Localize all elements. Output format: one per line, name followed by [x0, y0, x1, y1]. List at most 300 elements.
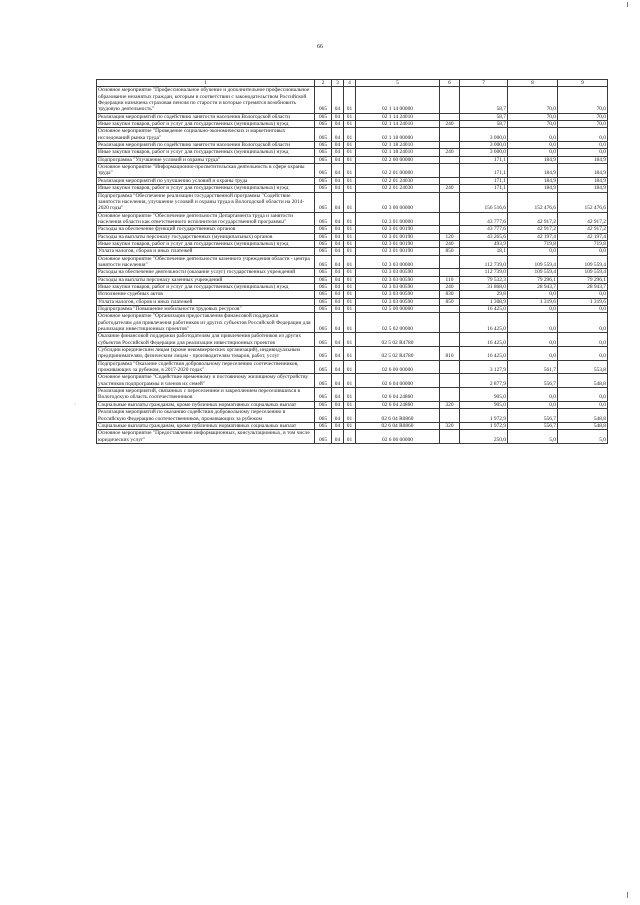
expense-name-cell: Реализация мероприятий по содействию занятости населения Вологодской области	[97, 142, 315, 149]
expense-type-cell: 810	[440, 347, 460, 361]
expense-name-cell: Расходы на выплаты персоналу казенных учреждений	[97, 276, 315, 283]
subsection-code-cell: 01	[344, 360, 356, 374]
ministry-code-cell: 065	[315, 430, 332, 444]
target-article-cell: 02 3 01 00190	[356, 248, 440, 255]
amount-cell: 556,7	[508, 422, 558, 429]
expense-type-cell: 240	[440, 149, 460, 156]
amount-cell: 70,0	[508, 87, 558, 113]
subsection-code-cell: 01	[344, 276, 356, 283]
ministry-code-cell: 065	[315, 255, 332, 269]
expense-name-cell: Основное мероприятие "Проведение социально-экономических и маркетинговых исследований рынка труда"	[97, 128, 315, 142]
expense-name-cell: Подпрограмма "Улучшение условий и охраны труда"	[97, 156, 315, 163]
scan-edge-mark	[627, 2, 628, 7]
amount-cell: 58,7	[460, 121, 508, 128]
column-header-7: 7	[460, 80, 508, 87]
amount-cell: 0,0	[508, 128, 558, 142]
ministry-code-cell: 065	[315, 226, 332, 233]
expense-name-cell: Иные закупки товаров, работ и услуг для государственных (муниципальных) нужд	[97, 149, 315, 156]
target-article-cell: 02 6 04 00000	[356, 374, 440, 388]
amount-cell: 719,8	[508, 240, 558, 247]
target-article-cell: 02 3 03 00590	[356, 283, 440, 290]
expense-type-cell	[440, 313, 460, 333]
target-article-cell: 02 3 01 00000	[356, 212, 440, 226]
table-row	[97, 283, 608, 290]
target-article-cell: 02 6 04 R0860	[356, 422, 440, 429]
ministry-code-cell: 065	[315, 276, 332, 283]
amount-cell: 70,0	[508, 113, 558, 120]
table-row	[97, 333, 608, 347]
amount-cell: 1 319,6	[558, 298, 608, 305]
section-code-cell: 04	[332, 121, 344, 128]
expense-type-cell: 240	[440, 240, 460, 247]
amount-cell: 0,0	[508, 142, 558, 149]
expense-type-cell: 850	[440, 298, 460, 305]
subsection-code-cell: 01	[344, 177, 356, 184]
table-row	[97, 149, 608, 156]
target-article-cell: 02 1 14 24010	[356, 121, 440, 128]
subsection-code-cell: 01	[344, 298, 356, 305]
amount-cell: 561,7	[508, 360, 558, 374]
expense-type-cell	[440, 113, 460, 120]
column-header-4: 4	[344, 80, 356, 87]
target-article-cell: 02 1 14 00000	[356, 87, 440, 113]
expense-type-cell: 240	[440, 283, 460, 290]
subsection-code-cell: 01	[344, 333, 356, 347]
column-header-2: 2	[315, 80, 332, 87]
expense-name-cell: Реализация мероприятий по содействию занятости населения Вологодской области	[97, 113, 315, 120]
amount-cell: 905,0	[460, 401, 508, 408]
ministry-code-cell: 065	[315, 269, 332, 276]
amount-cell: 0,0	[508, 313, 558, 333]
subsection-code-cell: 01	[344, 401, 356, 408]
table-row	[97, 255, 608, 269]
subsection-code-cell: 01	[344, 128, 356, 142]
table-row	[97, 121, 608, 128]
amount-cell: 79 532,3	[460, 276, 508, 283]
amount-cell: 556,7	[508, 409, 558, 423]
budget-table	[96, 79, 608, 444]
expense-type-cell: 320	[440, 422, 460, 429]
amount-cell: 156 516,6	[460, 192, 508, 212]
target-article-cell: 02 3 01 00190	[356, 226, 440, 233]
amount-cell: 905,0	[460, 388, 508, 402]
ministry-code-cell: 065	[315, 121, 332, 128]
table-row	[97, 347, 608, 361]
amount-cell: 152 476,6	[558, 192, 608, 212]
table-row	[97, 276, 608, 283]
table-row	[97, 212, 608, 226]
section-code-cell: 04	[332, 422, 344, 429]
expense-name-cell: Реализация мероприятий, связанных с переселением и закреплением переселившихся в Вологодскую область соотечественников	[97, 388, 315, 402]
amount-cell: 18,1	[460, 248, 508, 255]
section-code-cell: 04	[332, 306, 344, 313]
amount-cell: 184,9	[508, 164, 558, 178]
amount-cell: 16 425,0	[460, 313, 508, 333]
amount-cell: 109 559,4	[508, 255, 558, 269]
section-code-cell: 04	[332, 360, 344, 374]
ministry-code-cell: 065	[315, 142, 332, 149]
subsection-code-cell: 01	[344, 430, 356, 444]
expense-type-cell	[440, 333, 460, 347]
ministry-code-cell: 065	[315, 291, 332, 298]
ministry-code-cell: 065	[315, 185, 332, 192]
ministry-code-cell: 065	[315, 87, 332, 113]
amount-cell: 0,0	[558, 142, 608, 149]
amount-cell: 16 425,0	[460, 347, 508, 361]
subsection-code-cell: 01	[344, 255, 356, 269]
amount-cell: 0,0	[508, 291, 558, 298]
amount-cell: 1 319,6	[508, 298, 558, 305]
ministry-code-cell: 065	[315, 149, 332, 156]
subsection-code-cell: 01	[344, 212, 356, 226]
target-article-cell: 02 2 01 24030	[356, 177, 440, 184]
expense-name-cell: Оказание финансовой поддержки работодателям для привлечения работников из других субъектов Российской Федерации для реализации инвестиционных проектов	[97, 333, 315, 347]
table-row	[97, 430, 608, 444]
subsection-code-cell: 01	[344, 347, 356, 361]
table-row	[97, 142, 608, 149]
section-code-cell: 04	[332, 212, 344, 226]
target-article-cell: 02 3 03 00590	[356, 291, 440, 298]
expense-name-cell: Социальные выплаты гражданам, кроме публичных нормативных социальных выплат	[97, 422, 315, 429]
amount-cell: 70,0	[558, 113, 608, 120]
target-article-cell: 02 3 03 00000	[356, 255, 440, 269]
amount-cell: 171,1	[460, 156, 508, 163]
amount-cell: 43 777,6	[460, 212, 508, 226]
section-code-cell: 04	[332, 113, 344, 120]
section-code-cell: 04	[332, 177, 344, 184]
table-row	[97, 156, 608, 163]
section-code-cell: 04	[332, 87, 344, 113]
target-article-cell: 02 3 03 00590	[356, 298, 440, 305]
column-header-3: 3	[332, 80, 344, 87]
amount-cell: 79 296,1	[508, 276, 558, 283]
ministry-code-cell: 065	[315, 313, 332, 333]
amount-cell: 109 559,4	[558, 255, 608, 269]
amount-cell: 70,0	[558, 87, 608, 113]
amount-cell: 70,0	[558, 121, 608, 128]
expense-name-cell: Уплата налогов, сборов и иных платежей	[97, 248, 315, 255]
amount-cell: 1 972,9	[460, 422, 508, 429]
section-code-cell: 04	[332, 248, 344, 255]
section-code-cell: 04	[332, 276, 344, 283]
amount-cell: 548,8	[558, 374, 608, 388]
amount-cell: 0,0	[558, 291, 608, 298]
ministry-code-cell: 065	[315, 248, 332, 255]
ministry-code-cell: 065	[315, 283, 332, 290]
ministry-code-cell: 065	[315, 298, 332, 305]
subsection-code-cell: 01	[344, 142, 356, 149]
amount-cell: 0,0	[508, 306, 558, 313]
expense-type-cell: 850	[440, 248, 460, 255]
expense-type-cell: 110	[440, 276, 460, 283]
amount-cell: 43 265,6	[460, 233, 508, 240]
expense-type-cell	[440, 192, 460, 212]
table-row	[97, 233, 608, 240]
table-row	[97, 269, 608, 276]
expense-type-cell: 240	[440, 121, 460, 128]
target-article-cell: 02 2 00 00000	[356, 156, 440, 163]
amount-cell: 0,0	[508, 347, 558, 361]
expense-name-cell: Исполнение судебных актов	[97, 291, 315, 298]
amount-cell: 2 877,9	[460, 374, 508, 388]
amount-cell: 109 559,4	[558, 269, 608, 276]
amount-cell: 28 943,7	[508, 283, 558, 290]
subsection-code-cell: 01	[344, 269, 356, 276]
expense-type-cell	[440, 177, 460, 184]
expense-name-cell: Основное мероприятие "Информационно-просветительская деятельность в сфере охраны труда"	[97, 164, 315, 178]
amount-cell: 109 559,4	[508, 269, 558, 276]
expense-type-cell	[440, 156, 460, 163]
section-code-cell: 04	[332, 291, 344, 298]
amount-cell: 152 476,6	[508, 192, 558, 212]
amount-cell: 3 000,0	[460, 149, 508, 156]
expense-type-cell	[440, 164, 460, 178]
ministry-code-cell: 065	[315, 347, 332, 361]
subsection-code-cell: 01	[344, 313, 356, 333]
target-article-cell: 02 5 02 00000	[356, 313, 440, 333]
table-row	[97, 409, 608, 423]
amount-cell: 112 739,0	[460, 269, 508, 276]
column-header-6: 6	[440, 80, 460, 87]
amount-cell: 184,9	[558, 177, 608, 184]
section-code-cell: 04	[332, 409, 344, 423]
expense-name-cell: Социальные выплаты гражданам, кроме публичных нормативных социальных выплат	[97, 401, 315, 408]
amount-cell: 556,7	[508, 374, 558, 388]
amount-cell: 0,0	[508, 149, 558, 156]
amount-cell: 184,9	[508, 185, 558, 192]
ministry-code-cell: 065	[315, 422, 332, 429]
amount-cell: 184,9	[558, 164, 608, 178]
amount-cell: 493,9	[460, 240, 508, 247]
section-code-cell: 04	[332, 401, 344, 408]
expense-type-cell	[440, 212, 460, 226]
target-article-cell: 02 1 18 24010	[356, 149, 440, 156]
subsection-code-cell: 01	[344, 185, 356, 192]
expense-type-cell	[440, 409, 460, 423]
ministry-code-cell: 065	[315, 156, 332, 163]
column-header-5: 5	[356, 80, 440, 87]
target-article-cell: 02 6 00 00000	[356, 360, 440, 374]
expense-type-cell	[440, 306, 460, 313]
amount-cell: 42 917,2	[558, 212, 608, 226]
subsection-code-cell: 01	[344, 240, 356, 247]
table-row	[97, 177, 608, 184]
table-row	[97, 185, 608, 192]
expense-name-cell: Иные закупки товаров, работ и услуг для государственных (муниципальных) нужд	[97, 185, 315, 192]
target-article-cell: 02 3 03 00590	[356, 276, 440, 283]
ministry-code-cell: 065	[315, 113, 332, 120]
expense-type-cell: 320	[440, 401, 460, 408]
amount-cell: 719,8	[558, 240, 608, 247]
subsection-code-cell: 01	[344, 226, 356, 233]
target-article-cell: 02 3 03 00590	[356, 269, 440, 276]
expense-name-cell: Реализация мероприятий по улучшению условий и охраны труда	[97, 177, 315, 184]
amount-cell: 184,9	[558, 185, 608, 192]
section-code-cell: 04	[332, 185, 344, 192]
subsection-code-cell: 01	[344, 409, 356, 423]
section-code-cell: 04	[332, 298, 344, 305]
subsection-code-cell: 01	[344, 248, 356, 255]
subsection-code-cell: 01	[344, 156, 356, 163]
expense-name-cell: Основное мероприятие "Организация предоставления финансовой поддержки работодателям для привлечения работников из других субъектов Российской Федерации для реализации инвестиционных проектов"	[97, 313, 315, 333]
expense-name-cell: Основное мероприятие "Обеспечение деятельности Департамента труда и занятости населения области как ответственного исполнителя государственной программы"	[97, 212, 315, 226]
section-code-cell: 04	[332, 333, 344, 347]
expense-type-cell	[440, 226, 460, 233]
expense-type-cell: 830	[440, 291, 460, 298]
amount-cell: 42 917,2	[508, 226, 558, 233]
ministry-code-cell: 065	[315, 192, 332, 212]
amount-cell: 0,0	[508, 401, 558, 408]
section-code-cell: 04	[332, 374, 344, 388]
amount-cell: 31 868,0	[460, 283, 508, 290]
amount-cell: 0,0	[558, 388, 608, 402]
target-article-cell: 02 1 18 24010	[356, 142, 440, 149]
amount-cell: 0,0	[508, 333, 558, 347]
expense-type-cell	[440, 87, 460, 113]
ministry-code-cell: 065	[315, 212, 332, 226]
ministry-code-cell: 065	[315, 240, 332, 247]
expense-name-cell: Расходы на обеспечение деятельности (оказание услуг) государственных учреждений	[97, 269, 315, 276]
target-article-cell: 02 6 04 R0860	[356, 409, 440, 423]
expense-name-cell: Иные закупки товаров, работ и услуг для государственных (муниципальных) нужд	[97, 121, 315, 128]
section-code-cell: 04	[332, 255, 344, 269]
target-article-cell: 02 3 01 00190	[356, 240, 440, 247]
amount-cell: 43 777,6	[460, 226, 508, 233]
expense-name-cell: Реализация мероприятий по оказанию содействия добровольному переселению в Российскую Федерацию соотечественников, проживающих за рубежом	[97, 409, 315, 423]
amount-cell: 42 197,4	[558, 233, 608, 240]
expense-type-cell	[440, 360, 460, 374]
amount-cell: 16 425,0	[460, 333, 508, 347]
amount-cell: 0,0	[508, 248, 558, 255]
ministry-code-cell: 065	[315, 388, 332, 402]
table-row	[97, 240, 608, 247]
expense-type-cell	[440, 388, 460, 402]
section-code-cell: 04	[332, 149, 344, 156]
section-code-cell: 04	[332, 313, 344, 333]
amount-cell: 553,8	[558, 360, 608, 374]
amount-cell: 3 000,0	[460, 128, 508, 142]
target-article-cell: 02 6 04 24860	[356, 401, 440, 408]
ministry-code-cell: 065	[315, 333, 332, 347]
subsection-code-cell: 01	[344, 233, 356, 240]
amount-cell: 42 917,2	[508, 212, 558, 226]
expense-name-cell: Основное мероприятие "Содействие временному и постоянному жилищному обустройству участников подпрограммы и членов их семей"	[97, 374, 315, 388]
amount-cell: 184,9	[508, 156, 558, 163]
table-row	[97, 128, 608, 142]
ministry-code-cell: 065	[315, 409, 332, 423]
table-row	[97, 374, 608, 388]
amount-cell: 79 296,1	[558, 276, 608, 283]
amount-cell: 29,8	[460, 291, 508, 298]
table-row	[97, 306, 608, 313]
target-article-cell: 02 6 06 00000	[356, 430, 440, 444]
expense-type-cell	[440, 374, 460, 388]
table-row	[97, 164, 608, 178]
expense-name-cell: Уплата налогов, сборов и иных платежей	[97, 298, 315, 305]
expense-name-cell: Иные закупки товаров, работ и услуг для государственных (муниципальных) нужд	[97, 283, 315, 290]
section-code-cell: 04	[332, 142, 344, 149]
amount-cell: 58,7	[460, 113, 508, 120]
amount-cell: 0,0	[558, 306, 608, 313]
amount-cell: 171,1	[460, 185, 508, 192]
expense-name-cell: Подпрограмма "Повышение мобильности трудовых ресурсов"	[97, 306, 315, 313]
expense-type-cell	[440, 128, 460, 142]
amount-cell: 548,8	[558, 422, 608, 429]
target-article-cell: 02 6 04 24860	[356, 388, 440, 402]
amount-cell: 3 000,0	[460, 142, 508, 149]
section-code-cell: 04	[332, 192, 344, 212]
target-article-cell: 02 5 02 R4780	[356, 333, 440, 347]
table-row	[97, 113, 608, 120]
amount-cell: 548,8	[558, 409, 608, 423]
amount-cell: 5,0	[508, 430, 558, 444]
expense-name-cell: Подпрограмма "Оказание содействия добровольному переселению соотечественников, проживающих за рубежом, в 2017-2020 годах"	[97, 360, 315, 374]
expense-name-cell: Расходы на обеспечение функций государственных органов	[97, 226, 315, 233]
subsection-code-cell: 01	[344, 87, 356, 113]
column-header-9: 9	[558, 80, 608, 87]
amount-cell: 42 917,2	[558, 226, 608, 233]
expense-name-cell: Подпрограмма "Обеспечение реализации государственной программы "Содействие занятости населения, улучшение условий и охраны труда в Вологодской области на 2014-2020 годы"	[97, 192, 315, 212]
expense-name-cell: Иные закупки товаров, работ и услуг для государственных (муниципальных) нужд	[97, 240, 315, 247]
amount-cell: 58,7	[460, 87, 508, 113]
section-code-cell: 04	[332, 269, 344, 276]
amount-cell: 16 425,0	[460, 306, 508, 313]
column-header-1: 1	[97, 80, 315, 87]
expense-type-cell	[440, 255, 460, 269]
expense-type-cell	[440, 430, 460, 444]
subsection-code-cell: 01	[344, 422, 356, 429]
amount-cell: 184,9	[508, 177, 558, 184]
section-code-cell: 04	[332, 430, 344, 444]
subsection-code-cell: 01	[344, 192, 356, 212]
table-row	[97, 298, 608, 305]
amount-cell: 171,1	[460, 177, 508, 184]
expense-name-cell: Основное мероприятие "Предоставление информационных, консультационных, в том числе юридических услуг"	[97, 430, 315, 444]
amount-cell: 70,0	[508, 121, 558, 128]
ministry-code-cell: 065	[315, 401, 332, 408]
amount-cell: 171,1	[460, 164, 508, 178]
page-number: 66	[317, 44, 323, 50]
subsection-code-cell: 01	[344, 149, 356, 156]
amount-cell: 1 972,9	[460, 409, 508, 423]
amount-cell: 0,0	[558, 347, 608, 361]
expense-type-cell: 240	[440, 185, 460, 192]
expense-type-cell	[440, 142, 460, 149]
expense-type-cell: 120	[440, 233, 460, 240]
expense-name-cell: Основное мероприятие "Обеспечение деятельности казенного учреждения области - центра занятости населения"	[97, 255, 315, 269]
section-code-cell: 04	[332, 156, 344, 163]
ministry-code-cell: 065	[315, 306, 332, 313]
amount-cell: 3 127,9	[460, 360, 508, 374]
subsection-code-cell: 01	[344, 291, 356, 298]
amount-cell: 184,9	[558, 156, 608, 163]
amount-cell: 42 197,4	[508, 233, 558, 240]
ministry-code-cell: 065	[315, 128, 332, 142]
column-header-8: 8	[508, 80, 558, 87]
ministry-code-cell: 065	[315, 374, 332, 388]
table-row	[97, 388, 608, 402]
expense-type-cell	[440, 269, 460, 276]
section-code-cell: 04	[332, 347, 344, 361]
target-article-cell: 02 3 00 00000	[356, 192, 440, 212]
expense-name-cell: Субсидии юридическим лицам (кроме некоммерческих организаций), индивидуальным предпринимателям, физическим лицам - производителям товаров, работ, услуг	[97, 347, 315, 361]
amount-cell: 0,0	[508, 388, 558, 402]
table-body	[97, 87, 608, 444]
target-article-cell: 02 5 00 00000	[356, 306, 440, 313]
margin-mark: ·	[74, 402, 76, 408]
ministry-code-cell: 065	[315, 164, 332, 178]
section-code-cell: 04	[332, 226, 344, 233]
